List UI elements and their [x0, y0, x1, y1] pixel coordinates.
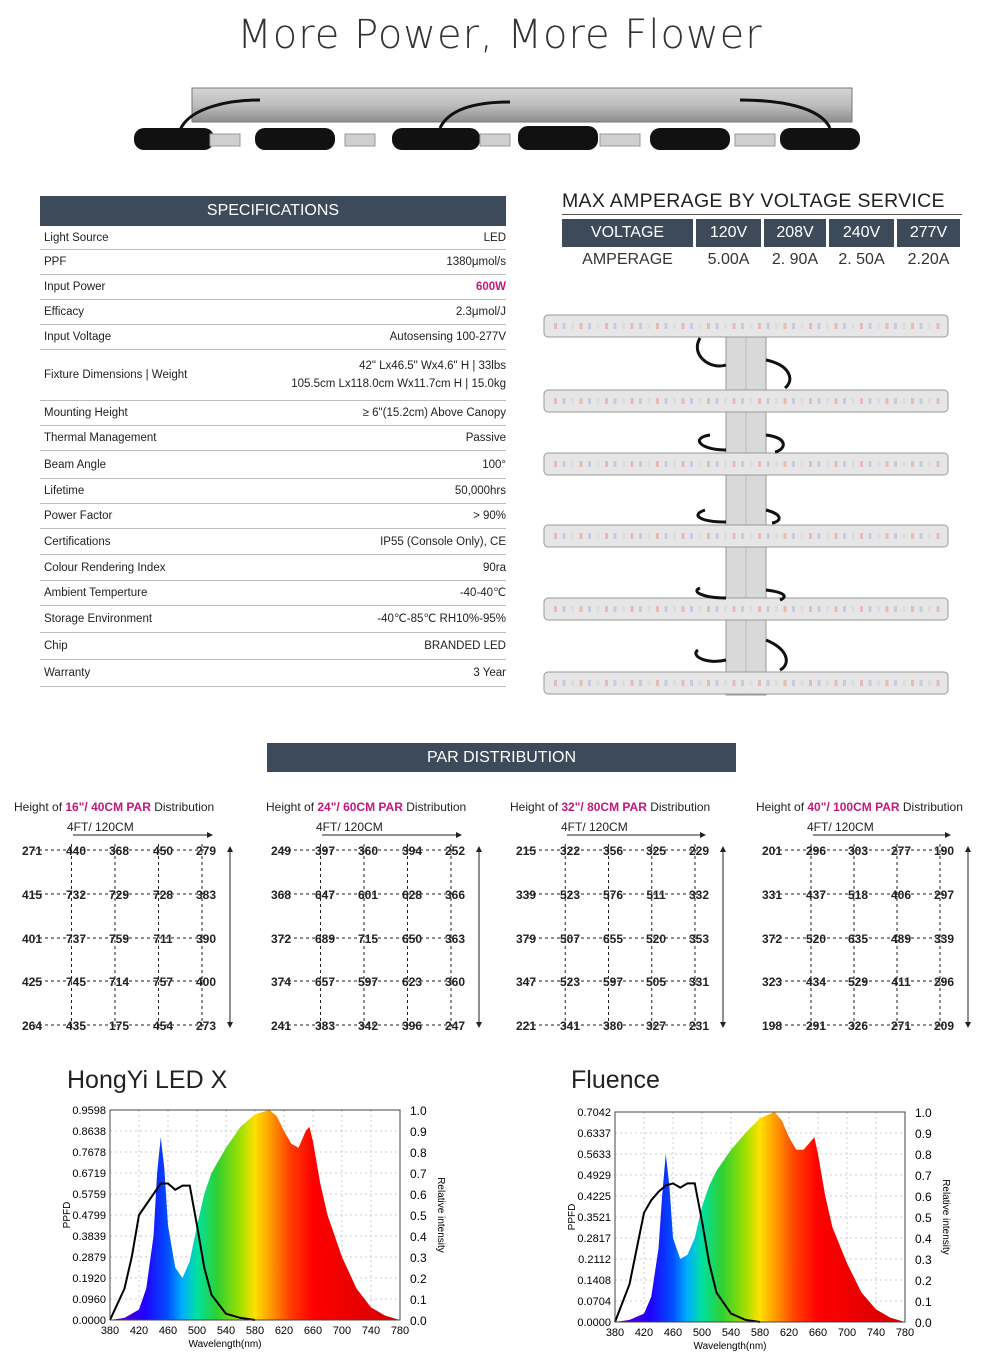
x-tick-label: 780 [390, 1325, 410, 1337]
y2-tick-label: 0.8 [410, 1146, 427, 1160]
spec-label: Fixture Dimensions | Weight [44, 369, 188, 381]
amperage-head-row [562, 219, 963, 247]
y-tick-label: 0.3839 [72, 1231, 106, 1243]
spec-label: Storage Environment [44, 613, 153, 625]
par-value: 523 [559, 888, 581, 902]
spec-value: Autosensing 100-277V [389, 331, 506, 343]
par-value: 201 [761, 844, 783, 858]
spec-value: > 90% [473, 510, 506, 522]
par-value: 271 [21, 844, 43, 858]
x-tick-label: 380 [605, 1327, 625, 1339]
par-value: 390 [195, 932, 217, 946]
par-value: 415 [21, 888, 43, 902]
par-value: 434 [805, 975, 827, 989]
par-value: 323 [761, 975, 783, 989]
par-value: 368 [270, 888, 292, 902]
y2-tick-label: 0.9 [915, 1127, 932, 1141]
par-value: 374 [270, 975, 292, 989]
par-title-suffix: Distribution [899, 800, 963, 814]
par-value: 190 [933, 844, 955, 858]
par-grid-lines [270, 832, 510, 1032]
par-value: 401 [21, 932, 43, 946]
par-value: 339 [933, 932, 955, 946]
y2-tick-label: 0.1 [915, 1295, 932, 1309]
y-tick-label: 0.7678 [72, 1147, 106, 1159]
par-value: 341 [559, 1019, 581, 1033]
par-value: 297 [933, 888, 955, 902]
spec-label: Light Source [44, 231, 109, 244]
y-tick-label: 0.2879 [72, 1252, 106, 1264]
y2-tick-label: 0.5 [410, 1209, 427, 1223]
par-value: 221 [515, 1019, 537, 1033]
amperage-body-row [562, 247, 963, 273]
y2-tick-label: 0.8 [915, 1148, 932, 1162]
spec-label: Lifetime [44, 485, 85, 497]
par-value: 383 [195, 888, 217, 902]
y-tick-label: 0.4929 [577, 1170, 611, 1182]
par-title-height: 16"/ 40CM PAR [65, 800, 151, 814]
x-tick-label: 420 [634, 1327, 654, 1339]
par-value: 597 [357, 975, 379, 989]
par-value: 249 [270, 844, 292, 858]
par-value: 296 [805, 844, 827, 858]
par-value: 435 [65, 1019, 87, 1033]
par-value: 425 [21, 975, 43, 989]
par-title-prefix: Height of [756, 800, 808, 814]
y-tick-label: 0.0960 [72, 1294, 106, 1306]
y2-tick-label: 0.2 [915, 1274, 932, 1288]
y2-tick-label: 0.4 [410, 1230, 427, 1244]
page-title: More Power, More Flower [237, 12, 763, 58]
spec-label: Certifications [44, 535, 111, 548]
par-value: 175 [108, 1019, 130, 1033]
y2-tick-label: 0.9 [410, 1125, 427, 1139]
spec-value: IP55 (Console Only), CE [380, 535, 506, 548]
amperage-head-cell: 277V [897, 219, 960, 247]
par-value: 332 [688, 888, 710, 902]
y-tick-label: 0.9598 [72, 1105, 106, 1117]
spec-label: Input Power [44, 281, 106, 293]
product-side-view [130, 82, 860, 154]
x-tick-label: 500 [692, 1327, 712, 1339]
x-tick-label: 460 [663, 1327, 683, 1339]
y-tick-label: 0.8638 [72, 1126, 106, 1138]
x-tick-label: 620 [274, 1325, 294, 1337]
par-width-label: 4FT/ 120CM [316, 820, 383, 834]
par-grid-lines [21, 832, 261, 1032]
spec-row [40, 606, 506, 633]
y-tick-label: 0.4799 [72, 1210, 106, 1222]
x-tick-label: 540 [216, 1325, 236, 1337]
par-value: 291 [805, 1019, 827, 1033]
spec-row [40, 633, 506, 660]
par-value: 628 [401, 888, 423, 902]
y2-tick-label: 1.0 [915, 1106, 932, 1120]
y2-tick-label: 0.5 [915, 1211, 932, 1225]
amperage-head-cell: 240V [829, 219, 894, 247]
spec-label: Thermal Management [44, 432, 157, 444]
x-tick-label: 460 [158, 1325, 178, 1337]
spec-row [40, 555, 506, 581]
par-title-suffix: Distribution [150, 800, 215, 814]
amperage-body-cell: AMPERAGE [582, 251, 673, 268]
y-tick-label: 0.1408 [577, 1275, 611, 1287]
par-value: 339 [515, 888, 537, 902]
par-value: 264 [21, 1019, 43, 1033]
par-value: 347 [515, 975, 537, 989]
y2-tick-label: 0.7 [410, 1167, 427, 1181]
x-tick-label: 420 [129, 1325, 149, 1337]
par-value: 520 [645, 932, 667, 946]
par-value: 655 [602, 932, 624, 946]
par-title-prefix: Height of [510, 800, 562, 814]
chart-title-fluence: Fluence [571, 1066, 660, 1094]
spec-label: Input Voltage [44, 331, 112, 343]
spec-row [40, 529, 506, 555]
spec-value: 42" Lx46.5" Wx4.6" H | 33lbs 105.5cm Lx118.0cm Wx11.7cm H | 15.0kg [291, 360, 506, 390]
par-value: 732 [65, 888, 87, 902]
par-value: 342 [357, 1019, 379, 1033]
x-axis-label: Wavelength(nm) [188, 1339, 262, 1350]
x-tick-label: 700 [332, 1325, 352, 1337]
y2-tick-label: 0.6 [410, 1188, 427, 1202]
par-value: 372 [270, 932, 292, 946]
par-value: 353 [688, 932, 710, 946]
y-tick-label: 0.5633 [577, 1149, 611, 1161]
y2-tick-label: 0.0 [410, 1314, 427, 1328]
par-value: 296 [933, 975, 955, 989]
x-axis-label: Wavelength(nm) [693, 1341, 767, 1352]
specifications-header: SPECIFICATIONS [40, 196, 506, 226]
par-value: 737 [65, 932, 87, 946]
x-tick-label: 660 [808, 1327, 828, 1339]
par-title-suffix: Distribution [646, 800, 711, 814]
par-value: 252 [444, 844, 466, 858]
par-value: 411 [891, 975, 911, 989]
par-value: 711 [153, 932, 173, 946]
chart-title-hongyi: HongYi LED X [67, 1066, 228, 1094]
par-value: 635 [847, 932, 869, 946]
y2-tick-label: 0.3 [915, 1253, 932, 1267]
par-value: 229 [688, 844, 710, 858]
par-value: 511 [646, 888, 666, 902]
par-value: 757 [152, 975, 174, 989]
par-value: 356 [602, 844, 624, 858]
y-tick-label: 0.2112 [578, 1254, 611, 1266]
spec-label: Beam Angle [44, 458, 107, 471]
par-block-title [266, 800, 506, 814]
y-tick-label: 0.4225 [577, 1191, 611, 1203]
par-value: 489 [890, 932, 912, 946]
par-value: 507 [559, 932, 581, 946]
par-value: 368 [108, 844, 130, 858]
par-value: 523 [559, 975, 581, 989]
amperage-head-cell: 120V [696, 219, 761, 247]
x-tick-label: 660 [303, 1325, 323, 1337]
par-value: 303 [847, 844, 869, 858]
y2-tick-label: 0.6 [915, 1190, 932, 1204]
par-value: 273 [195, 1019, 217, 1033]
spec-row [40, 426, 506, 451]
par-value: 209 [933, 1019, 955, 1033]
specifications-table [40, 226, 506, 687]
spec-value: -40℃-85℃ RH10%-95% [377, 613, 506, 625]
y-tick-label: 0.0000 [72, 1315, 106, 1327]
par-value: 505 [645, 975, 667, 989]
spec-label: Colour Rendering Index [44, 561, 166, 574]
y2-tick-label: 0.2 [410, 1272, 427, 1286]
par-width-label: 4FT/ 120CM [561, 820, 628, 834]
spec-row [40, 350, 506, 401]
par-value: 650 [401, 932, 423, 946]
spec-row [40, 479, 506, 504]
par-value: 331 [761, 888, 783, 902]
x-tick-label: 380 [100, 1325, 120, 1337]
spec-row [40, 504, 506, 529]
par-value: 271 [890, 1019, 912, 1033]
par-grid-lines [515, 832, 755, 1032]
par-value: 714 [108, 975, 130, 989]
par-value: 518 [847, 888, 869, 902]
x-tick-label: 740 [361, 1325, 381, 1337]
amperage-head-cell: 208V [764, 219, 826, 247]
spec-value: BRANDED LED [424, 640, 506, 652]
par-value: 520 [805, 932, 827, 946]
y2-tick-label: 0.3 [410, 1251, 427, 1265]
par-value: 400 [195, 975, 217, 989]
spec-label: Efficacy [44, 306, 85, 318]
par-value: 331 [688, 975, 710, 989]
spec-value: ≥ 6"(15.2cm) Above Canopy [362, 407, 506, 419]
y-tick-label: 0.0704 [577, 1296, 611, 1308]
par-value: 325 [645, 844, 667, 858]
par-value: 279 [195, 844, 217, 858]
y2-axis-label: Relative intensity [940, 1179, 951, 1255]
par-title-prefix: Height of [14, 800, 66, 814]
x-tick-label: 540 [721, 1327, 741, 1339]
spec-label: Chip [44, 640, 68, 652]
par-value: 406 [890, 888, 912, 902]
y2-tick-label: 0.4 [915, 1232, 932, 1246]
spec-value: 3 Year [473, 667, 506, 679]
par-value: 623 [401, 975, 423, 989]
par-value: 715 [357, 932, 379, 946]
spec-value: -40-40℃ [459, 587, 506, 599]
par-width-label: 4FT/ 120CM [67, 820, 134, 834]
spec-row [40, 226, 506, 250]
par-block-title [14, 800, 254, 814]
par-distribution-header: PAR DISTRIBUTION [267, 743, 736, 772]
spec-label: Warranty [44, 667, 91, 679]
spec-row [40, 451, 506, 479]
par-value: 231 [688, 1019, 710, 1033]
spec-label: Power Factor [44, 510, 113, 522]
product-bottom-view [540, 310, 952, 700]
spec-row [40, 275, 506, 300]
spec-value: 600W [475, 281, 506, 293]
par-grid-lines [761, 832, 1000, 1032]
par-title-height: 24"/ 60CM PAR [317, 800, 403, 814]
amperage-table [562, 219, 963, 273]
par-value: 597 [602, 975, 624, 989]
par-value: 360 [444, 975, 466, 989]
par-value: 366 [444, 888, 466, 902]
par-value: 745 [65, 975, 87, 989]
par-value: 396 [401, 1019, 423, 1033]
spec-row [40, 300, 506, 325]
amperage-head-cell: VOLTAGE [562, 219, 693, 247]
y2-tick-label: 0.7 [915, 1169, 932, 1183]
par-value: 372 [761, 932, 783, 946]
par-block-title [510, 800, 750, 814]
spec-value: 100° [482, 458, 506, 471]
spec-value: LED [483, 231, 506, 244]
spec-row [40, 581, 506, 606]
par-value: 322 [559, 844, 581, 858]
y-tick-label: 0.2817 [577, 1233, 611, 1245]
y2-tick-label: 0.1 [410, 1293, 427, 1307]
spec-row [40, 401, 506, 426]
par-width-label: 4FT/ 120CM [807, 820, 874, 834]
spec-value: 1380μmol/s [446, 256, 506, 268]
par-value: 247 [444, 1019, 466, 1033]
par-value: 379 [515, 932, 537, 946]
x-tick-label: 740 [866, 1327, 886, 1339]
par-value: 601 [357, 888, 379, 902]
par-value: 529 [847, 975, 869, 989]
par-value: 327 [645, 1019, 667, 1033]
par-value: 440 [65, 844, 87, 858]
spec-value: 90ra [482, 561, 506, 574]
par-value: 728 [152, 888, 174, 902]
par-block-title [756, 800, 996, 814]
par-value: 198 [761, 1019, 783, 1033]
par-value: 215 [515, 844, 537, 858]
y-tick-label: 0.6719 [72, 1168, 106, 1180]
x-tick-label: 620 [779, 1327, 799, 1339]
par-title-height: 32"/ 80CM PAR [561, 800, 647, 814]
amperage-body-cell: 2. 50A [838, 251, 885, 268]
par-value: 397 [314, 844, 336, 858]
par-value: 450 [152, 844, 174, 858]
par-value: 326 [847, 1019, 869, 1033]
y-tick-label: 0.1920 [72, 1273, 106, 1285]
y-tick-label: 0.5759 [72, 1189, 106, 1201]
par-value: 383 [314, 1019, 336, 1033]
amperage-body-cell: 5.00A [707, 251, 750, 268]
spectrum-chart-hongyi [40, 1098, 460, 1358]
par-value: 576 [602, 888, 624, 902]
par-value: 241 [270, 1019, 292, 1033]
par-value: 437 [805, 888, 827, 902]
par-value: 647 [314, 888, 336, 902]
par-value: 360 [357, 844, 379, 858]
x-tick-label: 580 [245, 1325, 265, 1337]
spec-value: 50,000hrs [454, 485, 506, 497]
par-value: 394 [401, 844, 423, 858]
y-tick-label: 0.7042 [577, 1107, 611, 1119]
par-title-height: 40"/ 100CM PAR [807, 800, 900, 814]
spec-label: Mounting Height [44, 407, 128, 419]
par-value: 277 [890, 844, 912, 858]
spec-value: Passive [465, 432, 506, 444]
x-tick-label: 780 [895, 1327, 915, 1339]
y-tick-label: 0.6337 [577, 1128, 611, 1140]
par-title-suffix: Distribution [402, 800, 467, 814]
y-axis-label: PPFD [567, 1203, 578, 1231]
par-value: 729 [108, 888, 130, 902]
par-value: 689 [314, 932, 336, 946]
spec-row [40, 250, 506, 275]
y-tick-label: 0.0000 [577, 1317, 611, 1329]
spectrum-chart-fluence [545, 1100, 965, 1360]
spec-row [40, 660, 506, 687]
x-tick-label: 700 [837, 1327, 857, 1339]
y2-tick-label: 0.0 [915, 1316, 932, 1330]
par-value: 759 [108, 932, 130, 946]
spec-row [40, 325, 506, 350]
par-value: 454 [152, 1019, 174, 1033]
y-tick-label: 0.3521 [577, 1212, 611, 1224]
y2-axis-label: Relative intensity [435, 1177, 446, 1253]
par-title-prefix: Height of [266, 800, 318, 814]
spec-label: PPF [44, 256, 67, 268]
x-tick-label: 580 [750, 1327, 770, 1339]
spec-value: 2.3μmol/J [455, 306, 506, 318]
amperage-body-cell: 2. 90A [771, 251, 819, 268]
spec-label: Ambient Temperture [44, 587, 148, 599]
y-axis-label: PPFD [62, 1201, 73, 1229]
y2-tick-label: 1.0 [410, 1104, 427, 1118]
amperage-title: MAX AMPERAGE BY VOLTAGE SERVICE [562, 190, 962, 215]
amperage-body-cell: 2.20A [907, 251, 950, 268]
par-value: 380 [602, 1019, 624, 1033]
par-value: 657 [314, 975, 336, 989]
x-tick-label: 500 [187, 1325, 207, 1337]
par-value: 363 [444, 932, 466, 946]
